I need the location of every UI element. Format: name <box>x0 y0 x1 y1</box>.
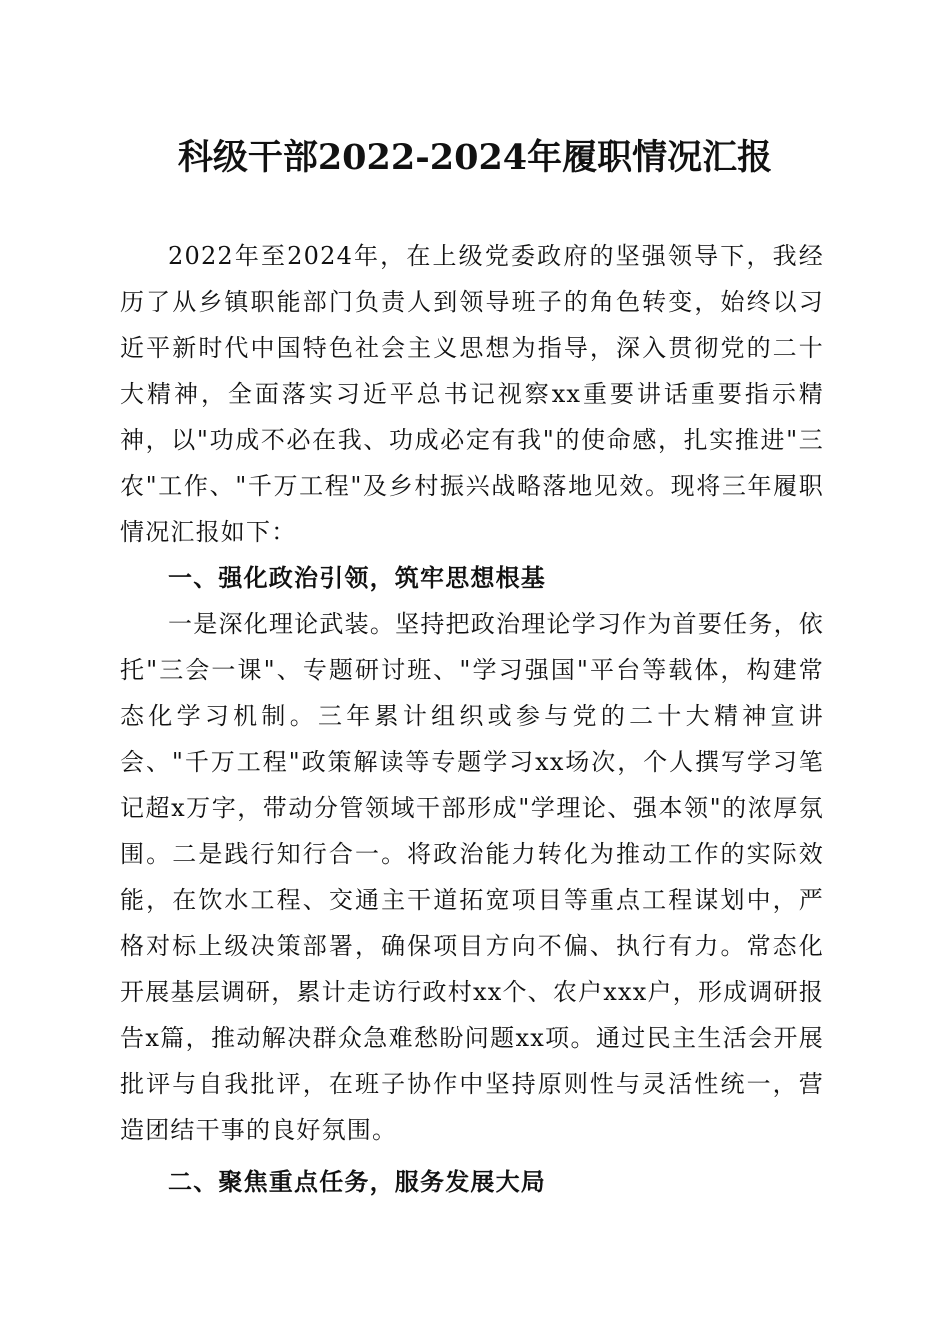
document-title: 科级干部2022-2024年履职情况汇报 <box>177 137 773 178</box>
section-2-heading: 二、聚焦重点任务，服务发展大局 <box>168 1168 546 1196</box>
document-body <box>120 233 824 1205</box>
section-1-paragraph: 一是深化理论武装。坚持把政治理论学习作为首要任务，依托"三会一课"、专题研讨班、"学习强国"平台等载体，构建常态化学习机制。三年累计组织或参与党的二十大精神宣讲会、"千万工程"政策解读等专题学习xx场次，个人撰写学习笔记超x万字，带动分管领域干部形成"学理论、强本领"的浓厚氛围。二是践行知行合一。将政治能力转化为推动工作的实际效能，在饮水工程、交通主干道拓宽项目等重点工程谋划中，严格对标上级决策部署，确保项目方向不偏、执行有力。常态化开展基层调研，累计走访行政村xx个、农户xxx户，形成调研报告x篇，推动解决群众急难愁盼问题xx项。通过民主生活会开展批评与自我批评，在班子协作中坚持原则性与灵活性统一，营造团结干事的良好氛围。 <box>120 610 824 1144</box>
section-1-heading: 一、强化政治引领，筑牢思想根基 <box>168 564 546 592</box>
intro-paragraph: 2022年至2024年，在上级党委政府的坚强领导下，我经历了从乡镇职能部门负责人到领导班子的角色转变，始终以习近平新时代中国特色社会主义思想为指导，深入贯彻党的二十大精神，全面落实习近平总书记视察xx重要讲话重要指示精神，以"功成不必在我、功成必定有我"的使命感，扎实推进"三农"工作、"千万工程"及乡村振兴战略落地见效。现将三年履职情况汇报如下： <box>120 242 824 546</box>
